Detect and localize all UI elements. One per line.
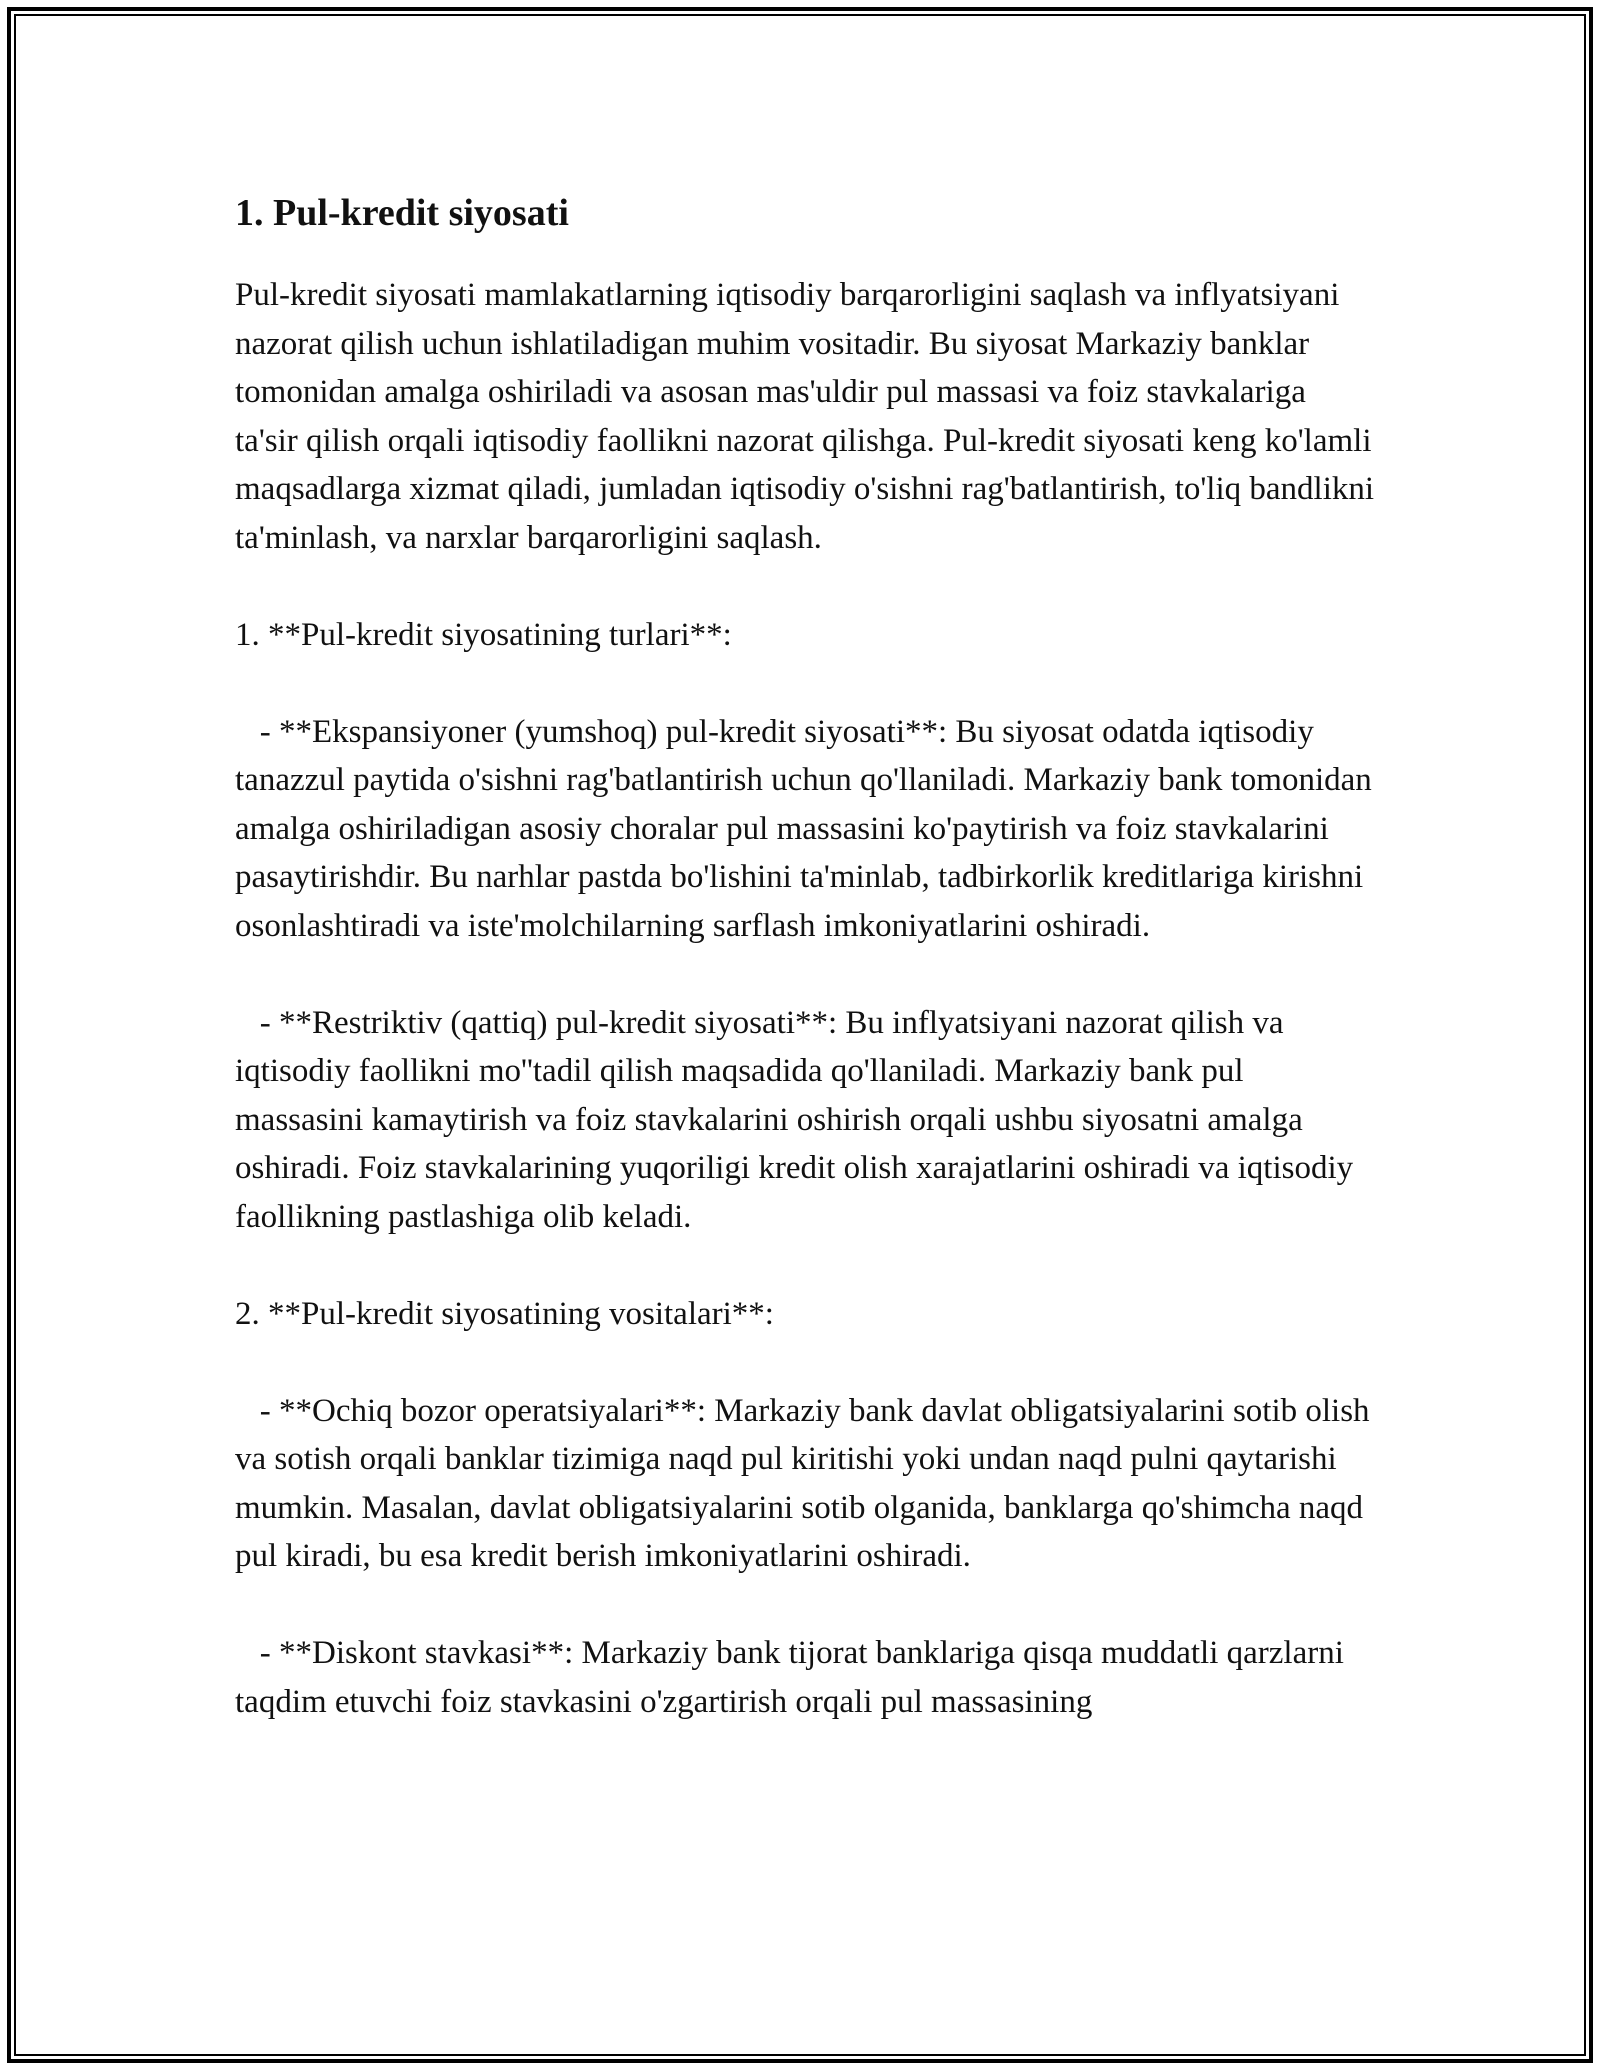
paragraph-spacer xyxy=(235,1581,1375,1630)
paragraph-spacer xyxy=(235,1338,1375,1387)
list-item-discount-rate: - **Diskont stavkasi**: Markaziy bank tijorat banklariga qisqa muddatli qarzlarni taqdim etuvchi foiz stavkasini o'zgartirish orqali pul massasining xyxy=(235,1635,1353,1720)
paragraph-spacer xyxy=(235,950,1375,999)
document-body xyxy=(235,183,1383,1726)
list-heading-tools: 2. **Pul-kredit siyosatining vositalari**: xyxy=(235,1295,774,1332)
list-item-expansionary: - **Ekspansiyoner (yumshoq) pul-kredit siyosati**: Bu siyosat odatda iqtisodiy tanazzul paytida o'sishni rag'batlantirish uchun qo'llaniladi. Markaziy bank tomonidan amalga oshiriladigan asosiy choralar pul massasini ko'paytirish va foiz stavkalarini pasaytirishdir. Bu narhlar pastda bo'lishini ta'minlab, tadbirkorlik kreditlariga kirishni osonlashtiradi va iste'molchilarning sarflash imkoniyatlarini oshiradi. xyxy=(235,713,1381,944)
paragraph-spacer xyxy=(235,659,1375,708)
list-item-restrictive: - **Restriktiv (qattiq) pul-kredit siyosati**: Bu inflyatsiyani nazorat qilish va iqtisodiy faollikni mo''tadil qilish maqsadida qo'llaniladi. Markaziy bank pul massasini kamaytirish va foiz stavkalarini oshirish orqali ushbu siyosatni amalga oshiradi. Foiz stavkalarining yuqoriligi kredit olish xarajatlarini oshiradi va iqtisodiy faollikning pastlashiga olib keladi. xyxy=(235,1004,1362,1235)
paragraph-spacer xyxy=(235,1241,1375,1290)
paragraph-spacer xyxy=(235,562,1375,611)
intro-paragraph: Pul-kredit siyosati mamlakatlarning iqtisodiy barqarorligini saqlash va inflyatsiyani nazorat qilish uchun ishlatiladigan muhim vositadir. Bu siyosat Markaziy banklar tomonidan amalga oshiriladi va asosan mas'uldir pul massasi va foiz stavkalariga ta'sir qilish orqali iqtisodiy faollikni nazorat qilishga. Pul-kredit siyosati keng ko'lamli maqsadlarga xizmat qiladi, jumladan iqtisodiy o'sishni rag'batlantirish, to'liq bandlikni ta'minlash, va narxlar barqarorligini saqlash. xyxy=(235,277,1383,556)
list-heading-types: 1. **Pul-kredit siyosatining turlari**: xyxy=(235,616,732,653)
list-item-open-market: - **Ochiq bozor operatsiyalari**: Markaziy bank davlat obligatsiyalarini sotib olish va sotish orqali banklar tizimiga naqd pul kiritishi yoki undan naqd pulni qaytarishi mumkin. Masalan, davlat obligatsiyalarini sotib olganida, banklarga qo'shimcha naqd pul kiradi, bu esa kredit berish imkoniyatlarini oshiradi. xyxy=(235,1392,1378,1574)
section-title: 1. Pul-kredit siyosati xyxy=(235,192,569,234)
